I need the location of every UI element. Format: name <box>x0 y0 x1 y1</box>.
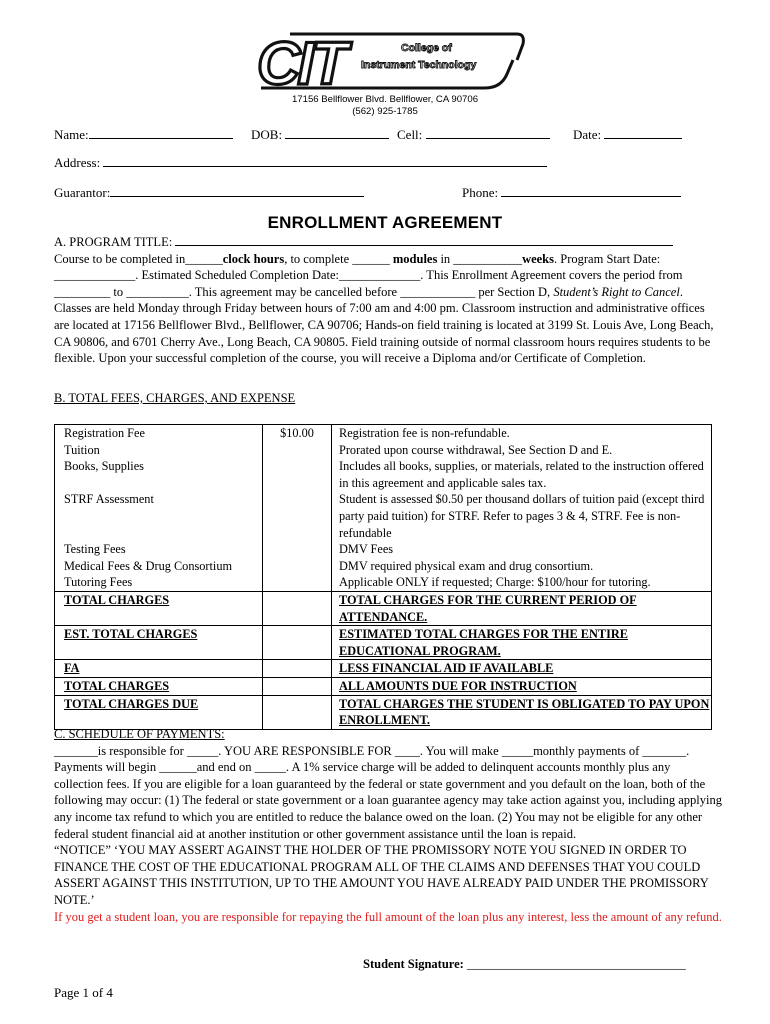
guarantor-field-row <box>54 185 364 201</box>
section-c-body: _______is responsible for _____. YOU ARE RESPONSIBLE FOR ____. You will make _____monthly payments of _______. Payments will begin ______and end on _____. A 1% service charge will be added to delinquent accounts monthly plus any collection fees. If you are eligible for a loan guaranteed by the federal or state government and you default on the loan, both of the following may occur: (1) The federal or state government or a loan guarantee agency may take action against you, including applying any income tax refund to which you are entitled to reduce the balance owed on the loan. (2) You may not be eligible for any other federal student financial aid at another institution or other government assistance until the loan is repaid. <box>54 743 722 841</box>
fee-spacer <box>64 525 262 542</box>
section-c <box>54 726 722 925</box>
total-desc: ALL AMOUNTS DUE FOR INSTRUCTION <box>332 677 712 695</box>
date-field[interactable] <box>604 128 682 139</box>
document-title: ENROLLMENT AGREEMENT <box>267 213 503 232</box>
registration-fee-amount: $10.00 <box>280 426 314 440</box>
dob-field[interactable] <box>285 128 389 139</box>
fee-label: Books, Supplies <box>64 459 144 474</box>
page-number: Page 1 of 4 <box>54 985 113 1000</box>
school-address: 17156 Bellflower Blvd. Bellflower, CA 90706 <box>291 94 479 105</box>
address-field-row <box>54 155 547 171</box>
logo-letters: CIT <box>257 30 345 92</box>
fee-label: Registration Fee <box>64 426 145 440</box>
total-label: FA <box>55 660 263 678</box>
phone-field-row <box>462 185 681 201</box>
table-row <box>55 695 712 729</box>
cit-logo <box>255 30 525 92</box>
dob-label: DOB: <box>251 127 283 142</box>
section-c-notice: “NOTICE” ‘YOU MAY ASSERT AGAINST THE HOLDER OF THE PROMISSORY NOTE YOU SIGNED IN ORDER TO FINANCE THE COST OF THE EDUCATIONAL PROGRAM ALL OF THE CLAIMS AND DEFENSES THAT YOU COULD ASSERT AGAINST THIS INSTITUTION, UP TO THE AMOUNT YOU HAVE ALREADY PAID UNDER THE PROMISSORY NOTE.’ <box>54 843 709 907</box>
section-a <box>54 234 722 367</box>
fee-desc: Includes all books, supplies, or materials, related to the instruction offered in this agreement and applicable sales tax. <box>339 459 704 490</box>
logo-line1: College of <box>401 42 452 54</box>
fee-labels-cell <box>55 425 263 592</box>
a-weeks: weeks <box>522 251 555 266</box>
program-title-field[interactable] <box>175 237 673 246</box>
fees-table <box>54 424 712 730</box>
a-text-9: . Classes are held Monday through Friday between hours of 7:00 am and 4:00 pm. Classroom instruction and administrative offices are located at 17156 Bellflower Blvd., Bellflower, CA 90706; Hands-on field training is located at 3199 St. Louis Ave, Long Beach, CA 90806, and 6701 Cherry Ave., Long Beach, CA 90805. Field training outside of normal classroom hours requires students to be flexible. Upon your successful completion of the course, you will receive a Diploma and/or Certificate of Completion. <box>54 284 714 366</box>
fee-desc-cell <box>332 425 712 592</box>
total-label: TOTAL CHARGES DUE <box>55 695 263 729</box>
table-row <box>55 591 712 625</box>
total-label: TOTAL CHARGES <box>55 591 263 625</box>
address-field[interactable] <box>103 156 547 167</box>
address-label: Address: <box>54 155 101 170</box>
dob-field-row <box>251 127 389 143</box>
fee-desc: Student is assessed $0.50 per thousand dollars of tuition paid (except third party paid tuition) for STRF. Refer to pages 3 & 4, STRF. Fee is non-refundable <box>339 492 705 540</box>
fee-amount-cell <box>263 425 332 592</box>
signature-line[interactable]: ___________________________________ <box>466 957 686 971</box>
total-label: EST. TOTAL CHARGES <box>55 626 263 660</box>
total-desc: TOTAL CHARGES FOR THE CURRENT PERIOD OF ATTENDANCE. <box>332 591 712 625</box>
total-amount <box>263 677 332 695</box>
fee-label: Tutoring Fees <box>64 575 133 590</box>
total-amount <box>263 591 332 625</box>
a-text-5: in ___________ <box>437 251 523 266</box>
fee-label: Medical Fees & Drug Consortium <box>64 558 233 573</box>
signature-row <box>363 956 686 973</box>
table-row <box>55 677 712 695</box>
fee-label: Testing Fees <box>64 542 126 557</box>
a-modules: modules <box>392 251 438 266</box>
total-desc: TOTAL CHARGES THE STUDENT IS OBLIGATED TO PAY UPON ENROLLMENT. <box>332 695 712 729</box>
logo-line2: Instrument Technology <box>361 59 477 71</box>
date-label: Date: <box>573 127 602 142</box>
name-label: Name: <box>54 127 89 142</box>
a-clock-hours: clock hours <box>222 251 285 266</box>
a-right-to-cancel: Student’s Right to Cancel <box>553 284 680 299</box>
table-row <box>55 425 712 592</box>
fee-desc: Registration fee is non-refundable. <box>339 426 510 440</box>
section-a-body <box>54 251 722 367</box>
signature-label: Student Signature: <box>363 957 464 971</box>
guarantor-label: Guarantor: <box>54 185 111 200</box>
section-a-heading: A. PROGRAM TITLE: <box>54 235 173 249</box>
cell-field-row <box>397 127 550 143</box>
cell-field[interactable] <box>426 128 550 139</box>
fee-spacer <box>64 508 262 525</box>
total-desc: LESS FINANCIAL AID IF AVAILABLE <box>332 660 712 678</box>
total-amount <box>263 695 332 729</box>
total-label: TOTAL CHARGES <box>55 677 263 695</box>
table-row <box>55 660 712 678</box>
phone-field[interactable] <box>501 186 681 197</box>
a-text-3: , to complete ______ <box>284 251 393 266</box>
a-text-1: Course to be completed in______ <box>54 251 223 266</box>
section-c-heading: C. SCHEDULE OF PAYMENTS: <box>54 727 225 741</box>
fee-label: Tuition <box>64 442 100 457</box>
name-field-row <box>54 127 233 143</box>
section-b-heading: B. TOTAL FEES, CHARGES, AND EXPENSE <box>54 391 296 405</box>
fee-desc: Prorated upon course withdrawal, See Section D and E. <box>339 442 613 457</box>
total-desc: ESTIMATED TOTAL CHARGES FOR THE ENTIRE EDUCATIONAL PROGRAM. <box>332 626 712 660</box>
total-amount <box>263 626 332 660</box>
name-field[interactable] <box>89 128 233 139</box>
section-c-warning: If you get a student loan, you are responsible for repaying the full amount of the loan plus any interest, less the amount of any refund. <box>54 909 722 924</box>
fee-spacer <box>64 475 262 492</box>
phone-label: Phone: <box>462 185 499 200</box>
cell-label: Cell: <box>397 127 423 142</box>
fee-label: STRF Assessment <box>64 492 154 507</box>
a-text-7: . Program Start Date: _____________. Estimated Scheduled Completion Date:_____________. This Enrollment Agreement covers the period from _________ to __________. This agreement may be cancelled before ____________ per Section D, <box>54 251 683 299</box>
date-field-row <box>573 127 682 143</box>
section-a-heading-row <box>54 234 722 251</box>
total-amount <box>263 660 332 678</box>
guarantor-field[interactable] <box>110 186 364 197</box>
school-phone: (562) 925-1785 <box>352 106 418 117</box>
table-row <box>55 626 712 660</box>
fee-desc: DMV required physical exam and drug consortium. <box>339 558 594 573</box>
fee-desc: Applicable ONLY if requested; Charge: $100/hour for tutoring. <box>339 575 651 590</box>
fee-desc: DMV Fees <box>339 542 394 557</box>
